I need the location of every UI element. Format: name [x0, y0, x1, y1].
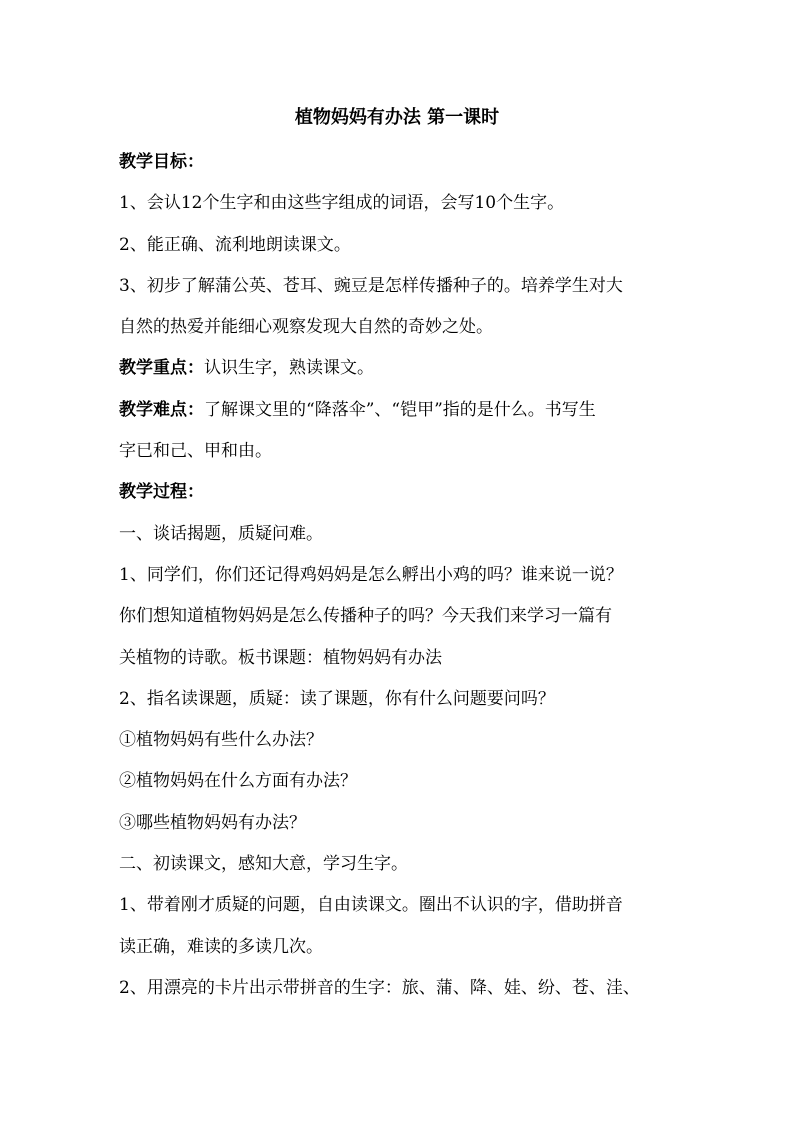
key-points-text: 认识生字，熟读课文。: [204, 358, 374, 379]
section-1-item-1-line-1: 1、同学们，你们还记得鸡妈妈是怎么孵出小鸡的吗？谁来说一说？: [119, 564, 623, 585]
objective-1: 1、会认12个生字和由这些字组成的词语，会写10个生字。: [119, 193, 565, 214]
section-2-item-2: 2、用漂亮的卡片出示带拼音的生字：旅、蒲、降、娃、纷、苍、洼、: [119, 977, 640, 998]
objective-3-line-2: 自然的热爱并能细心观察发现大自然的奇妙之处。: [119, 317, 493, 338]
question-3: ③哪些植物妈妈有办法？: [119, 812, 306, 833]
key-points-label: 教学重点：: [119, 358, 204, 379]
section-1-item-1-line-3: 关植物的诗歌。板书课题：植物妈妈有办法: [119, 647, 442, 668]
section-1-item-2: 2、指名读课题，质疑：读了课题，你有什么问题要问吗？: [119, 688, 555, 709]
difficult-points-label: 教学难点：: [119, 399, 204, 420]
objective-2: 2、能正确、流利地朗读课文。: [119, 234, 351, 255]
question-1: ①植物妈妈有些什么办法？: [119, 730, 323, 751]
process-heading: 教学过程：: [119, 482, 204, 503]
difficult-points: [119, 390, 681, 431]
section-2-heading: 二、初读课文，感知大意，学习生字。: [119, 854, 408, 875]
difficult-points-text-line-2: 字已和己、甲和由。: [119, 441, 272, 462]
document-body: [119, 142, 681, 1009]
key-points: [119, 348, 681, 389]
question-2: ②植物妈妈在什么方面有办法？: [119, 771, 357, 792]
section-1-item-1-line-2: 你们想知道植物妈妈是怎么传播种子的吗？今天我们来学习一篇有: [119, 606, 612, 627]
objectives-heading: 教学目标：: [119, 152, 204, 172]
section-1-heading: 一、谈话揭题，质疑问难。: [119, 523, 323, 544]
document-title: 植物妈妈有办法 第一课时: [294, 107, 500, 128]
section-2-item-1-line-2: 读正确，难读的多读几次。: [119, 936, 323, 957]
section-2-item-1-line-1: 1、带着刚才质疑的问题，自由读课文。圈出不认识的字，借助拼音: [119, 895, 623, 916]
difficult-points-text-line-1: 了解课文里的“降落伞”、“铠甲”指的是什么。书写生: [204, 399, 596, 420]
objective-3-line-1: 3、初步了解蒲公英、苍耳、豌豆是怎样传播种子的。培养学生对大: [119, 275, 623, 296]
